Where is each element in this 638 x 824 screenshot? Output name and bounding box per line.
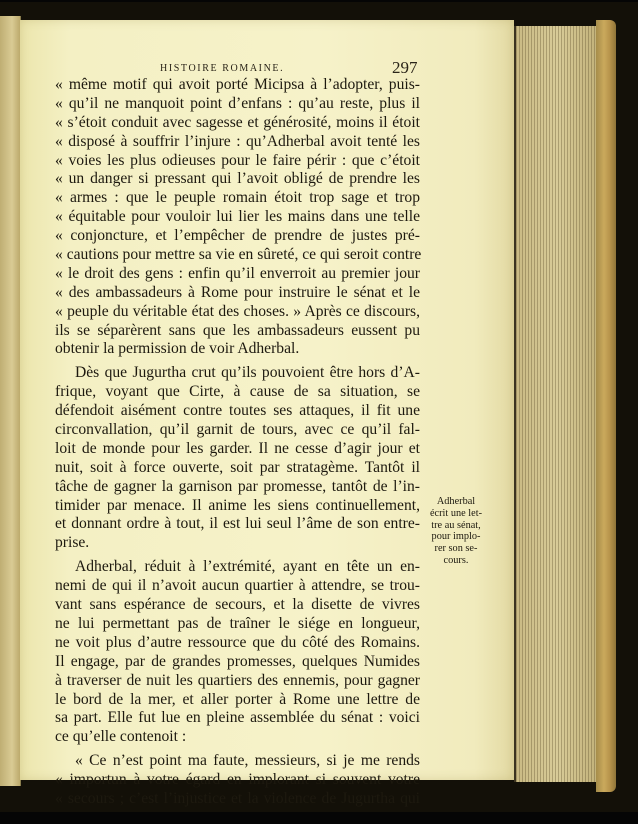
text-line: circonvallation, qu’il garnit de tours, avec ce qu’il fal- (55, 421, 420, 439)
text-line: défendoit aisément contre toutes ses attaques, il fit une (55, 402, 420, 420)
running-head: HISTOIRE ROMAINE. (160, 63, 285, 74)
text-line: obtenir la permission de voir Adherbal. (55, 340, 300, 358)
page-edges (514, 26, 598, 782)
margin-note-line: cours. (443, 554, 469, 566)
margin-note-line: écrit une let- (429, 507, 483, 519)
text-line: « disposé à souffrir l’injure : qu’Adherbal avoit tenté les (55, 132, 420, 150)
text-line: nuit, soit à force ouverte, soit par stratagème. Tantôt il (55, 458, 420, 476)
text-line: « Ce n’est point ma faute, messieurs, si je me rends (75, 752, 420, 770)
text-line: « importun à votre égard en implorant si souvent votre (55, 771, 420, 789)
text-line: « des ambassadeurs à Rome pour instruire le sénat et le (55, 283, 420, 301)
page-number: 297 (392, 58, 418, 77)
text-line: « armes : que le peuple romain étoit trop sage et trop (55, 189, 420, 207)
text-line: Dès que Jugurtha crut qu’ils pouvoient être hors d’A- (75, 364, 420, 382)
text-line: timider par menace. Il anime les siens continuellement, (55, 496, 420, 514)
text-line: frique, voyant que Cirte, à cause de sa situation, se (55, 383, 420, 401)
text-line: loit de monde pour les garder. Il ne cesse d’agir jour et (55, 439, 420, 457)
text-line: sa part. Elle fut lue en pleine assemblée du sénat : voici (55, 709, 420, 727)
margin-note-line: tre au sénat, (431, 519, 481, 531)
text-line: « peuple du véritable état des choses. » Après ce discours, (55, 302, 420, 320)
text-line: le bord de la mer, et aller porter à Rome une lettre de (55, 690, 420, 708)
text-line: vant sans espérance de secours, et la disette de vivres (55, 596, 420, 614)
text-line: « même motif qui avoit porté Micipsa à l’adopter, puis- (55, 76, 420, 93)
text-line: ne lui permettant pas de traîner le siége en longueur, (55, 614, 420, 632)
text-line: nemi de qui il n’avoit aucun quartier à attendre, se trou- (55, 577, 420, 595)
text-line: « cautions pour mettre sa vie en sûreté, ce qui seroit contre (55, 246, 422, 264)
text-line: ce qu’elle contenoit : (55, 728, 187, 746)
text-line: ne voit plus d’autre ressource que du côté des Romains. (55, 633, 420, 651)
text-line: « voies les plus odieuses pour le faire périr : que c’étoit (55, 151, 420, 169)
text-line: Adherbal, réduit à l’extrémité, ayant en tête un en- (75, 558, 420, 576)
text-line: « le droit des gens : enfin qu’il enverroit au premier jour (55, 264, 420, 282)
margin-note-line: Adherbal (436, 496, 476, 507)
text-line: ils se séparèrent sans que les ambassadeurs eussent pu (55, 321, 420, 339)
text-line: Il engage, par de grandes promesses, quelques Numides (55, 652, 420, 670)
text-line: prise. (55, 534, 90, 552)
text-line: et donnant ordre à tout, il est lui seul l’âme de son entre- (55, 515, 420, 533)
book-cover-edge (596, 20, 616, 792)
text-line: « conjoncture, et l’empêcher de prendre de justes pré- (55, 227, 420, 245)
text-line: « s’étoit conduit avec sagesse et générosité, moins il étoit (55, 113, 420, 131)
margin-note (424, 496, 488, 567)
margin-note-line: rer son se- (434, 543, 478, 555)
margin-note-line: pour implo- (431, 531, 481, 543)
text-line: « qu’il ne manquoit point d’enfans : qu’au reste, plus il (55, 94, 420, 112)
text-line: « équitable pour vouloir lui lier les mains dans une telle (55, 208, 420, 226)
text-line: tâche de gagner la garnison par promesse, tantôt de l’in- (55, 477, 420, 495)
facing-page-edge (0, 16, 21, 786)
body-text (55, 76, 420, 809)
text-line: « secours ; c’est l’injustice et la violence de Jugurtha qui (55, 789, 420, 807)
text-line: « un danger si pressant qui l’avoit obligé de prendre les (55, 170, 420, 188)
text-line: à traverser de nuit les quartiers des ennemis, pour gagner (55, 671, 420, 689)
